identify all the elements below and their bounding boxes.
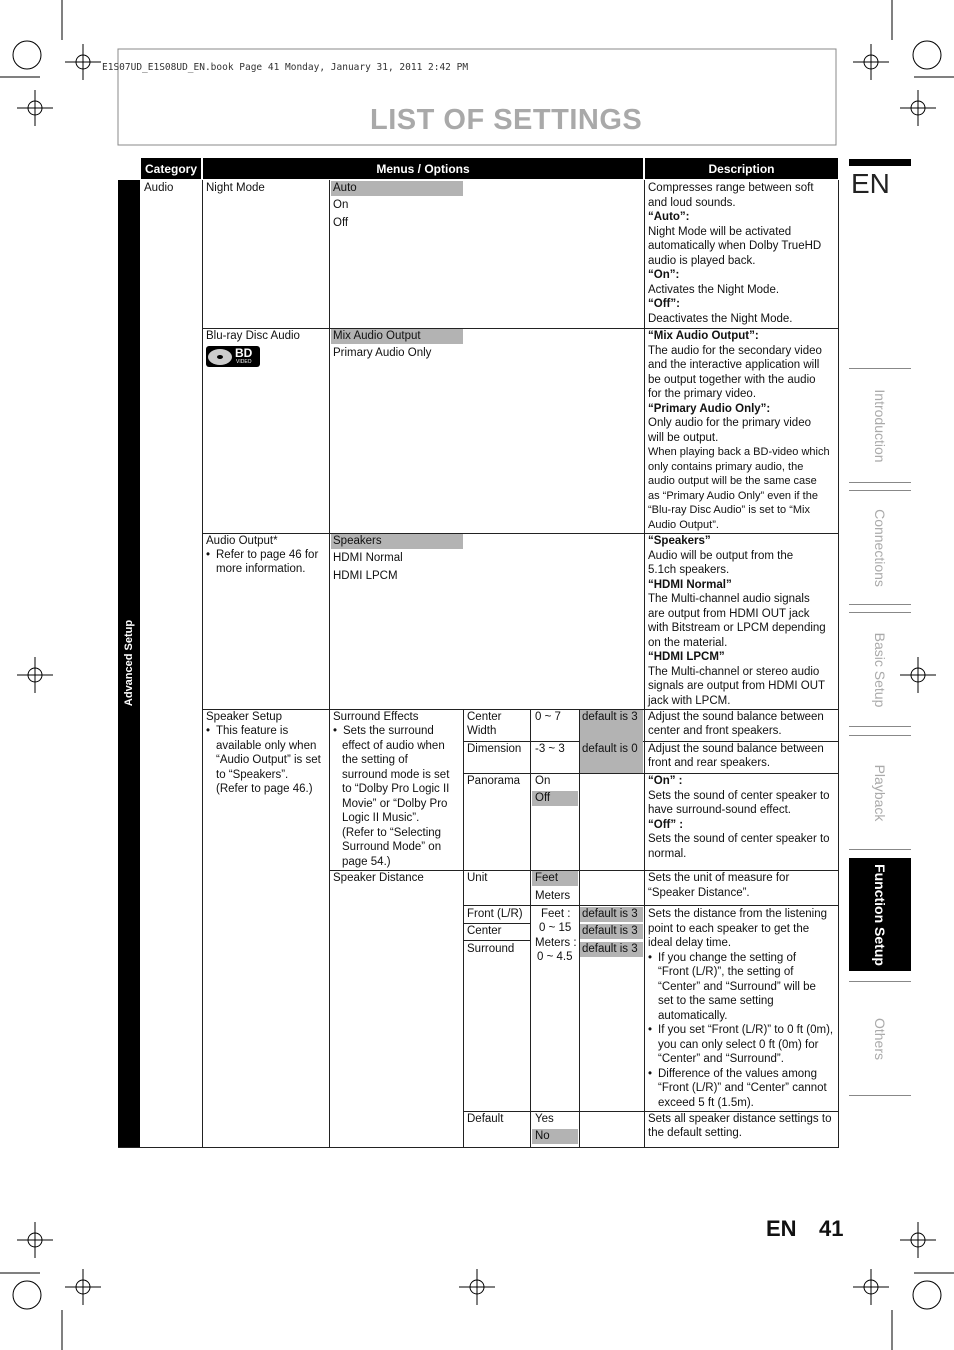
desc-line: “Speakers” (648, 535, 711, 547)
note-line: the setting of (342, 754, 408, 766)
desc-line: “Primary Audio Only”: (648, 402, 771, 415)
desc-line: signals are output from HDMI OUT (648, 680, 826, 692)
note-line: to “Speakers”. (216, 768, 289, 781)
en-bar (849, 159, 911, 166)
desc-line: automatically. (658, 1009, 728, 1022)
header-menus: Menus / Options (203, 158, 643, 179)
option-feet: Feet (532, 871, 578, 886)
desc-line: jack with LPCM. (648, 694, 731, 707)
channel-surround: Surround (467, 943, 515, 955)
note-line: • This feature is (206, 724, 321, 739)
channel-center: Center (467, 925, 502, 937)
desc-line: “Center” and “Surround” will be (658, 980, 816, 993)
category-audio: Audio (144, 182, 174, 194)
side-label: Advanced Setup (123, 619, 135, 707)
desc-line: Audio Output”. (648, 518, 719, 531)
dimension-label: Dimension (467, 743, 522, 755)
desc-line: “Mix Audio Output”: (648, 330, 759, 342)
desc-line: Sets the distance from the listening (648, 908, 827, 920)
center-width-label: Width (467, 725, 497, 737)
desc-line: Activates the Night Mode. (648, 283, 780, 296)
desc-line: audio output will be the same case (648, 475, 817, 487)
default-center: default is 3 (580, 924, 643, 939)
desc-line: for the primary video. (648, 388, 757, 400)
desc-line: “Center” and “Surround”. (658, 1053, 784, 1065)
desc-line: • If you change the setting of (648, 951, 833, 966)
note-line: Logic II Music”. (342, 812, 420, 824)
desc-line: Adjust the sound balance between (648, 743, 824, 755)
lang-label: EN (851, 168, 890, 199)
option-off: Off (333, 217, 349, 229)
desc-line: and loud sounds. (648, 196, 736, 209)
desc-line: “HDMI Normal” (648, 578, 732, 591)
dimension-default: default is 0 (582, 743, 638, 755)
desc-line: “On” : (648, 775, 683, 787)
desc-line: Compresses range between soft (648, 182, 814, 194)
speaker-setup-note (206, 724, 321, 797)
desc-line: with Bitstream or LPCM depending (648, 622, 826, 634)
default-label: Default (467, 1113, 504, 1125)
tab-label: Others (872, 1017, 888, 1060)
range-line: 0 ~ 4.5 (537, 951, 573, 963)
panorama-desc (648, 774, 830, 861)
desc-line: “Blu-ray Disc Audio” is set to “Mix (648, 504, 810, 516)
night-mode-label: Night Mode (206, 182, 265, 194)
book-info: E1S07UD_E1S08UD_EN.book Page 41 Monday, January 31, 2011 2:42 PM (102, 62, 469, 73)
desc-line: The Multi-channel audio signals (648, 593, 810, 605)
surround-note (333, 724, 449, 869)
bluray-audio-desc (648, 329, 830, 532)
option-auto: Auto (331, 181, 463, 196)
desc-line: be output together with the audio (648, 373, 816, 386)
tab-connections[interactable] (849, 490, 911, 605)
option-hdmi-normal: HDMI Normal (333, 552, 403, 564)
footer-lang: EN (766, 1216, 797, 1241)
range-line: 0 ~ 15 (539, 922, 572, 934)
audio-output-label: Audio Output* (206, 535, 278, 547)
night-mode-desc (648, 181, 821, 326)
option-mix-audio: Mix Audio Output (331, 329, 463, 344)
disc-icon (207, 347, 233, 366)
tab-label: Function Setup (872, 863, 888, 966)
desc-line: • If you set “Front (L/R)” to 0 ft (0m), (648, 1023, 833, 1038)
note-line: effect of audio when (342, 739, 445, 752)
desc-line: “On”: (648, 269, 680, 281)
option-off: Off (532, 791, 578, 806)
desc-line: “HDMI LPCM” (648, 651, 725, 663)
tab-label: Introduction (872, 388, 888, 463)
note-line: (Refer to “Selecting (342, 826, 442, 839)
tab-others[interactable] (849, 981, 911, 1096)
desc-line: Audio will be output from the (648, 549, 794, 562)
tab-label: Connections (872, 508, 888, 587)
note-line: surround mode is set (342, 768, 450, 781)
audio-output-note: • Refer to page 46 for (206, 548, 954, 563)
default-front: default is 3 (580, 907, 643, 922)
desc-line: Sets the sound of center speaker to (648, 789, 830, 802)
distance-desc (648, 907, 833, 1110)
option-speakers: Speakers (331, 534, 463, 549)
desc-line: front and rear speakers. (648, 757, 771, 769)
desc-line: “Front (L/R)” and “Center” cannot (658, 1082, 827, 1094)
header-category: Category (141, 158, 201, 179)
desc-line: the default setting. (648, 1127, 742, 1139)
surround-effects-label: Surround Effects (333, 711, 419, 723)
desc-line: Adjust the sound balance between (648, 711, 824, 723)
desc-line: point to each speaker to get the (648, 922, 810, 935)
channel-front: Front (L/R) (467, 908, 523, 920)
option-hdmi-lpcm: HDMI LPCM (333, 570, 398, 582)
speaker-setup-label: Speaker Setup (206, 711, 283, 723)
desc-line: you can only select 0 ft (0m) for (658, 1038, 819, 1051)
page-number: 41 (819, 1216, 844, 1241)
tab-playback[interactable] (849, 735, 911, 850)
desc-line: center and front speakers. (648, 725, 782, 737)
header-description: Description (645, 158, 838, 179)
note-line: • Sets the surround (333, 724, 449, 739)
note-line: Surround Mode” on (342, 841, 442, 853)
option-primary-audio: Primary Audio Only (333, 347, 432, 359)
desc-line: “Off”: (648, 298, 680, 310)
desc-line: normal. (648, 847, 687, 860)
dimension-range: -3 ~ 3 (535, 743, 565, 755)
desc-line: ideal delay time. (648, 937, 732, 949)
unit-label: Unit (467, 872, 488, 884)
note-line: page 54.) (342, 855, 391, 868)
panorama-label: Panorama (467, 775, 521, 787)
desc-line: Sets the sound of center speaker to (648, 833, 830, 845)
desc-line: on the material. (648, 636, 728, 649)
bluray-audio-label: Blu-ray Disc Audio (206, 330, 300, 342)
desc-line: audio is played back. (648, 254, 756, 267)
option-on: On (333, 199, 349, 211)
audio-output-note: more information. (216, 563, 306, 575)
tab-function-setup[interactable] (849, 858, 911, 971)
bd-video-badge (206, 346, 260, 367)
center-width-label: Center (467, 711, 502, 723)
desc-line: have surround-sound effect. (648, 804, 791, 816)
desc-line: Only audio for the primary video (648, 417, 811, 429)
badge-main: BD (235, 346, 253, 360)
tab-label: Basic Setup (872, 632, 888, 707)
desc-line: 5.1ch speakers. (648, 564, 730, 576)
note-line: to “Dolby Pro Logic II (342, 783, 450, 795)
note-line: available only when (216, 739, 317, 752)
desc-line: Sets the unit of measure for (648, 872, 790, 884)
desc-line: are output from HDMI OUT jack (648, 607, 810, 620)
default-surround: default is 3 (580, 942, 643, 957)
desc-line: The Multi-channel or stereo audio (648, 665, 820, 678)
desc-line: exceed 5 ft (1.5m). (658, 1096, 754, 1109)
desc-line: “Off” : (648, 818, 684, 831)
desc-line: will be output. (648, 431, 719, 444)
desc-line: and the interactive application will (648, 359, 820, 371)
desc-line: as “Primary Audio Only” even if the (648, 489, 818, 502)
desc-line: • Difference of the values among (648, 1067, 833, 1082)
option-yes: Yes (535, 1113, 554, 1125)
option-no: No (532, 1129, 578, 1144)
desc-line: Deactivates the Night Mode. (648, 312, 793, 325)
desc-line: “Speaker Distance”. (648, 887, 750, 899)
option-meters: Meters (535, 890, 571, 902)
range-line: Meters : (535, 937, 577, 949)
option-on: On (535, 775, 551, 787)
note-line: Movie” or “Dolby Pro (342, 797, 448, 810)
desc-line: Sets all speaker distance settings to (648, 1113, 832, 1125)
badge-sub: VIDEO (236, 359, 252, 365)
range-line: Feet : (541, 908, 571, 920)
center-width-range: 0 ~ 7 (535, 711, 561, 723)
page-title: LIST OF SETTINGS (370, 104, 643, 136)
desc-line: Night Mode will be activated (648, 225, 792, 238)
desc-line: only contains primary audio, the (648, 460, 804, 473)
audio-output-desc (648, 534, 826, 708)
note-line: (Refer to page 46.) (216, 783, 313, 795)
desc-line: automatically when Dolby TrueHD (648, 240, 822, 252)
desc-line: set to the same setting (658, 995, 774, 1007)
center-width-default: default is 3 (582, 711, 638, 723)
tab-basic-setup[interactable] (849, 612, 911, 727)
tab-label: Playback (872, 764, 888, 821)
speaker-distance-label: Speaker Distance (333, 872, 424, 884)
tab-introduction[interactable] (849, 368, 911, 483)
desc-line: The audio for the secondary video (648, 344, 822, 357)
note-line: “Audio Output” is set (216, 754, 321, 766)
desc-line: “Front (L/R)”, the setting of (658, 966, 794, 978)
desc-line: When playing back a BD-video which (648, 446, 830, 458)
desc-line: “Auto”: (648, 211, 690, 223)
